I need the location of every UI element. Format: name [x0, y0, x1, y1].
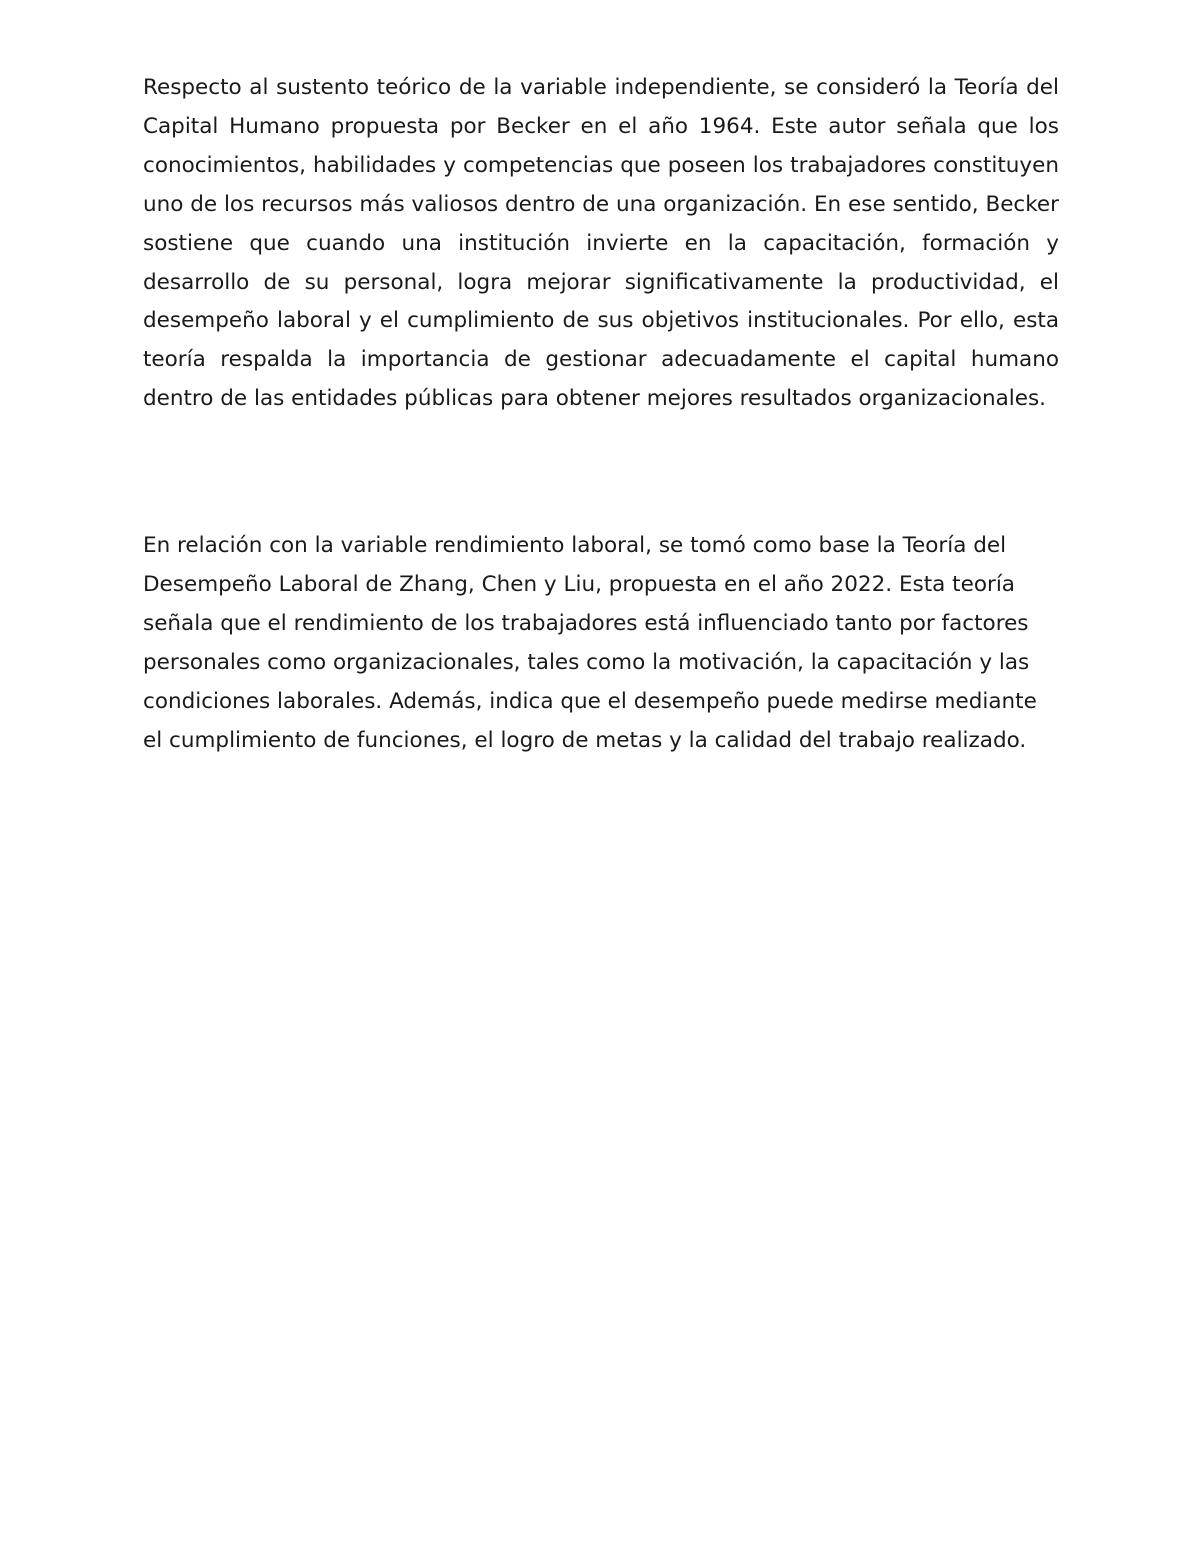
- paragraph-rendimiento-laboral: En relación con la variable rendimiento laboral, se tomó como base la Teoría del Desempeño Laboral de Zhang, Chen y Liu, propuesta en el año 2022. Esta teoría señala que el rendimiento de los trabajadores está influenciado tanto por factores personales como organizacionales, tales como la motivación, la capacitación y las condiciones laborales. Además, indica que el desempeño puede medirse mediante el cumplimiento de funciones, el logro de metas y la calidad del trabajo realizado.: [143, 533, 1037, 753]
- paragraph-capital-humano: Respecto al sustento teórico de la variable independiente, se consideró la Teoría del Capital Humano propuesta por Becker en el año 1964. Este autor señala que los conocimientos, habilidades y competencias que poseen los trabajadores constituyen uno de los recursos más valiosos dentro de una organización. En ese sentido, Becker sostiene que cuando una institución invierte en la capacitación, formación y desarrollo de su personal, logra mejorar significativamente la productividad, el desempeño laboral y el cumplimiento de sus objetivos institucionales. Por ello, esta teoría respalda la importancia de gestionar adecuadamente el capital humano dentro de las entidades públicas para obtener mejores resultados organizacionales.: [143, 75, 1059, 412]
